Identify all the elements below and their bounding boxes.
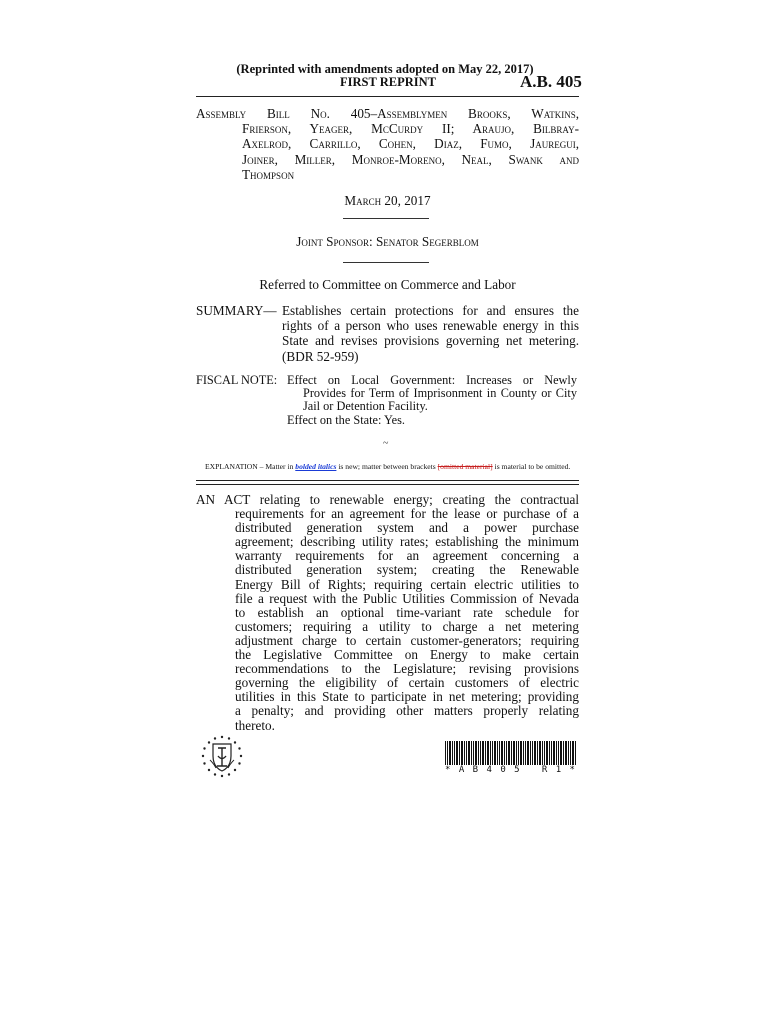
act-line: requirements for an agreement for the lease or purchase of a xyxy=(235,507,579,522)
explanation-new-matter: bolded italics xyxy=(295,462,337,471)
summary-block xyxy=(196,303,579,364)
explanation-suffix: is material to be omitted. xyxy=(492,462,571,471)
explanation-line xyxy=(205,462,570,471)
act-line: warranty requirements for an agreement concerning a xyxy=(235,549,579,564)
committee-referral: Referred to Committee on Commerce and Labor xyxy=(259,277,516,292)
sponsors-line: Joiner, Miller, Monroe-Moreno, Neal, Swank and xyxy=(242,151,579,167)
summary-line: (BDR 52-959) xyxy=(282,348,359,364)
act-line: file a request with the Public Utilities Commission of Nevada xyxy=(235,591,579,606)
sponsors-line: Frierson, Yeager, McCurdy II; Araujo, Bilbray- xyxy=(242,121,579,137)
act-line: a penalty; and providing other matters properly relating xyxy=(235,704,579,719)
state-seal-icon xyxy=(200,734,244,780)
barcode-text: * A B 4 0 5 R 1 * xyxy=(445,765,577,775)
barcode-icon xyxy=(445,741,577,765)
act-line: AN ACT relating to renewable energy; creating the contractual xyxy=(196,493,579,507)
act-line: thereto. xyxy=(235,718,275,733)
summary-label: SUMMARY— xyxy=(196,303,277,318)
double-rule xyxy=(196,480,579,485)
act-line: governing the eligibility of certain customers of electric xyxy=(235,676,579,691)
introduction-date: March 20, 2017 xyxy=(344,193,431,208)
explanation-middle: is new; matter between brackets xyxy=(336,462,438,471)
fiscal-note-line: Effect on Local Government: Increases or Newly xyxy=(287,373,577,387)
sponsors-line: Thompson xyxy=(242,166,295,182)
fiscal-note-line: Effect on the State: Yes. xyxy=(287,412,405,427)
first-reprint-label: FIRST REPRINT xyxy=(340,75,436,89)
act-line: recommendations to the Legislature; revising provisions xyxy=(235,662,579,677)
reprint-note: (Reprinted with amendments adopted on May 22, 2017) xyxy=(236,62,534,76)
divider xyxy=(343,262,429,263)
divider xyxy=(343,218,429,219)
section-marker: ~ xyxy=(383,438,389,449)
act-line: agreement; describing utility rates; establishing the minimum xyxy=(235,535,579,550)
joint-sponsor: Joint Sponsor: Senator Segerblom xyxy=(296,234,479,249)
act-line: distributed generation system; creating the Renewable xyxy=(235,563,579,578)
act-line: distributed generation system and a power purchase xyxy=(235,521,579,536)
act-line: utilities in this State to participate in net metering; providing xyxy=(235,690,579,705)
sponsors-block xyxy=(196,106,579,182)
sponsors-line: Axelrod, Carrillo, Cohen, Diaz, Fumo, Jauregui, xyxy=(242,136,579,152)
fiscal-note-label: FISCAL NOTE: xyxy=(196,373,278,387)
act-line: the Legislative Committee on Energy to make certain xyxy=(235,648,579,663)
bill-number: A.B. 405 xyxy=(520,72,582,91)
explanation-prefix: EXPLANATION – Matter in xyxy=(205,462,296,471)
fiscal-note-line: Provides for Term of Imprisonment in County or City xyxy=(303,386,577,401)
summary-line: rights of a person who uses renewable energy in this xyxy=(282,318,579,334)
act-line: Energy Bill of Rights; requiring certain electric utilities to xyxy=(235,577,579,592)
fiscal-note-line: Jail or Detention Facility. xyxy=(303,399,428,414)
act-line: adjustment charge to certain customer-generators; requiring xyxy=(235,633,579,648)
act-text xyxy=(196,493,579,733)
sponsors-line: Assembly Bill No. 405–Assemblymen Brooks, Watkins, xyxy=(196,106,579,121)
summary-line: State and revises provisions governing net metering. xyxy=(282,333,579,349)
explanation-omitted: [omitted material] xyxy=(437,462,493,471)
summary-line: Establishes certain protections for and ensures the xyxy=(282,303,579,318)
act-line: to establish an optional time-variant rate schedule for xyxy=(235,605,579,620)
act-line: customers; requiring a utility to charge a net metering xyxy=(235,619,579,634)
header-rule xyxy=(196,96,579,97)
